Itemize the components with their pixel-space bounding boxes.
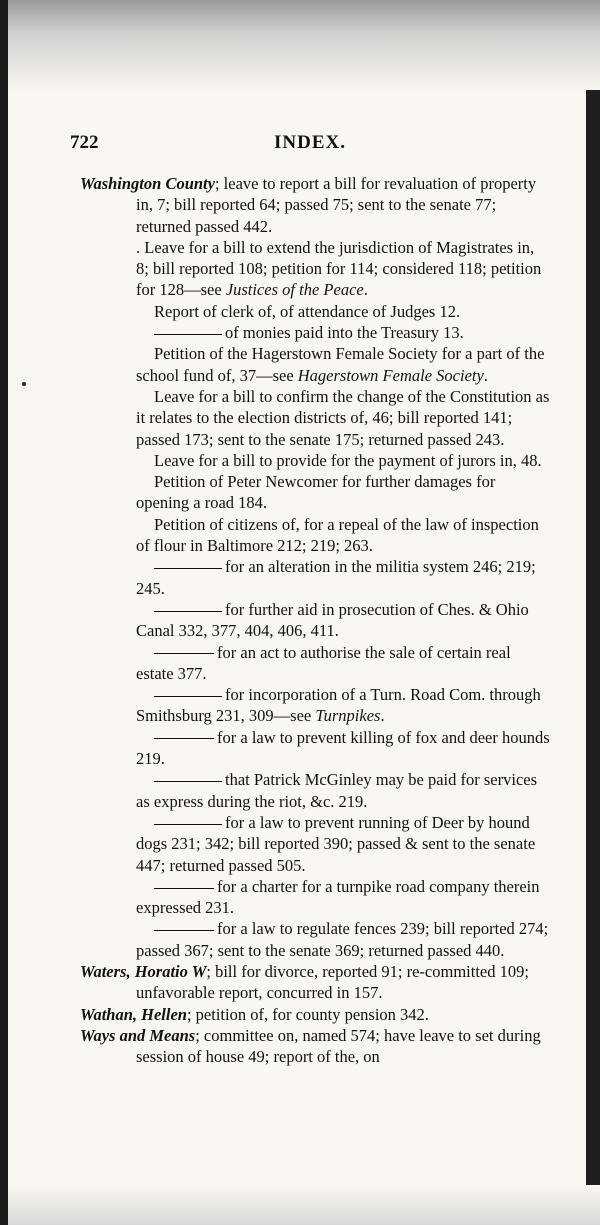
entry-term: Wathan, Hellen: [80, 1004, 187, 1024]
subentry: for a law to regulate fences 239; bill reported 274; passed 367; sent to the senate 369; returned passed 440.: [136, 919, 549, 960]
subentry: Leave for a bill to confirm the change of the Constitution as it relates to the election districts of, 46; bill reported 141; passed 173; sent to the senate 175; returned passed 243.: [136, 386, 550, 449]
entry-term: Waters, Horatio W: [80, 961, 207, 981]
subentry: for a charter for a turnpike road company therein expressed 231.: [136, 876, 540, 918]
subentry: for a law to prevent killing of fox and deer hounds 219.: [136, 727, 550, 769]
subentry: Petition of the Hagerstown Female Society for a part of the school fund of, 37—see Hagerstown Female Society.: [136, 344, 545, 385]
dash-rule: [154, 738, 214, 739]
scan-speck: [22, 382, 26, 386]
dash-rule: [154, 611, 222, 612]
page-title: INDEX.: [274, 132, 346, 153]
subentry: Petition of citizens of, for a repeal of the law of inspection of flour in Baltimore 212; 219; 263.: [136, 514, 539, 556]
subentry: for an alteration in the militia system 246; 219; 245.: [136, 557, 536, 598]
scan-top-shadow: [8, 0, 600, 92]
page-header: [70, 132, 550, 158]
dash-rule: [154, 824, 222, 825]
subentry: for a law to prevent running of Deer by hound dogs 231; 342; bill reported 390; passed & sent to the senate 447; returned passed 505.: [136, 812, 536, 875]
subentry: Report of clerk of, of attendance of Judges 12.: [154, 301, 461, 321]
entry-waters: Waters, Horatio W; bill for divorce, reported 91; re-committed 109; unfavorable report, concurred in 157.: [80, 961, 529, 1003]
index-entries: [80, 173, 550, 1067]
page-number: 722: [70, 132, 99, 153]
subentry: Petition of Peter Newcomer for further damages for opening a road 184.: [136, 472, 496, 513]
subentry: for incorporation of a Turn. Road Com. through Smithsburg 231, 309—see Turnpikes.: [136, 685, 541, 726]
dash-rule: [154, 653, 214, 654]
dash-rule: [154, 930, 214, 931]
subentry: for further aid in prosecution of Ches. & Ohio Canal 332, 377, 404, 406, 411.: [136, 599, 529, 641]
entry-term: Ways and Means: [80, 1025, 196, 1045]
entry-washington-county: Washington County; leave to report a bill for revaluation of property in, 7; bill reported 64; passed 75; sent to the senate 77; returned passed 442.: [80, 174, 537, 236]
dash-rule: [154, 334, 222, 335]
dash-rule: [154, 781, 222, 782]
dash-rule: [154, 888, 214, 889]
subentry: for an act to authorise the sale of certain real estate 377.: [136, 642, 511, 683]
entry-term: Washington County: [80, 174, 215, 193]
dash-rule: [154, 568, 222, 569]
dash-rule: [154, 696, 222, 697]
scan-left-border: [0, 0, 8, 1225]
scan-bottom-shadow: [8, 1185, 600, 1225]
subentry: of monies paid into the Treasury 13.: [80, 322, 550, 343]
entry-ways-and-means: Ways and Means; committee on, named 574; have leave to set during session of house 49; report of the, on: [80, 1025, 541, 1067]
entry-wathan: Wathan, Hellen; petition of, for county pension 342.: [80, 1004, 429, 1024]
subentry: . Leave for a bill to extend the jurisdiction of Magistrates in, 8; bill reported 108; petition for 114; considered 118; petition for 128—see Justices of the Peace.: [136, 237, 542, 300]
subentry: Leave for a bill to provide for the payment of jurors in, 48.: [154, 450, 542, 470]
scan-right-border: [586, 90, 600, 1225]
subentry: that Patrick McGinley may be paid for services as express during the riot, &c. 219.: [136, 770, 538, 811]
